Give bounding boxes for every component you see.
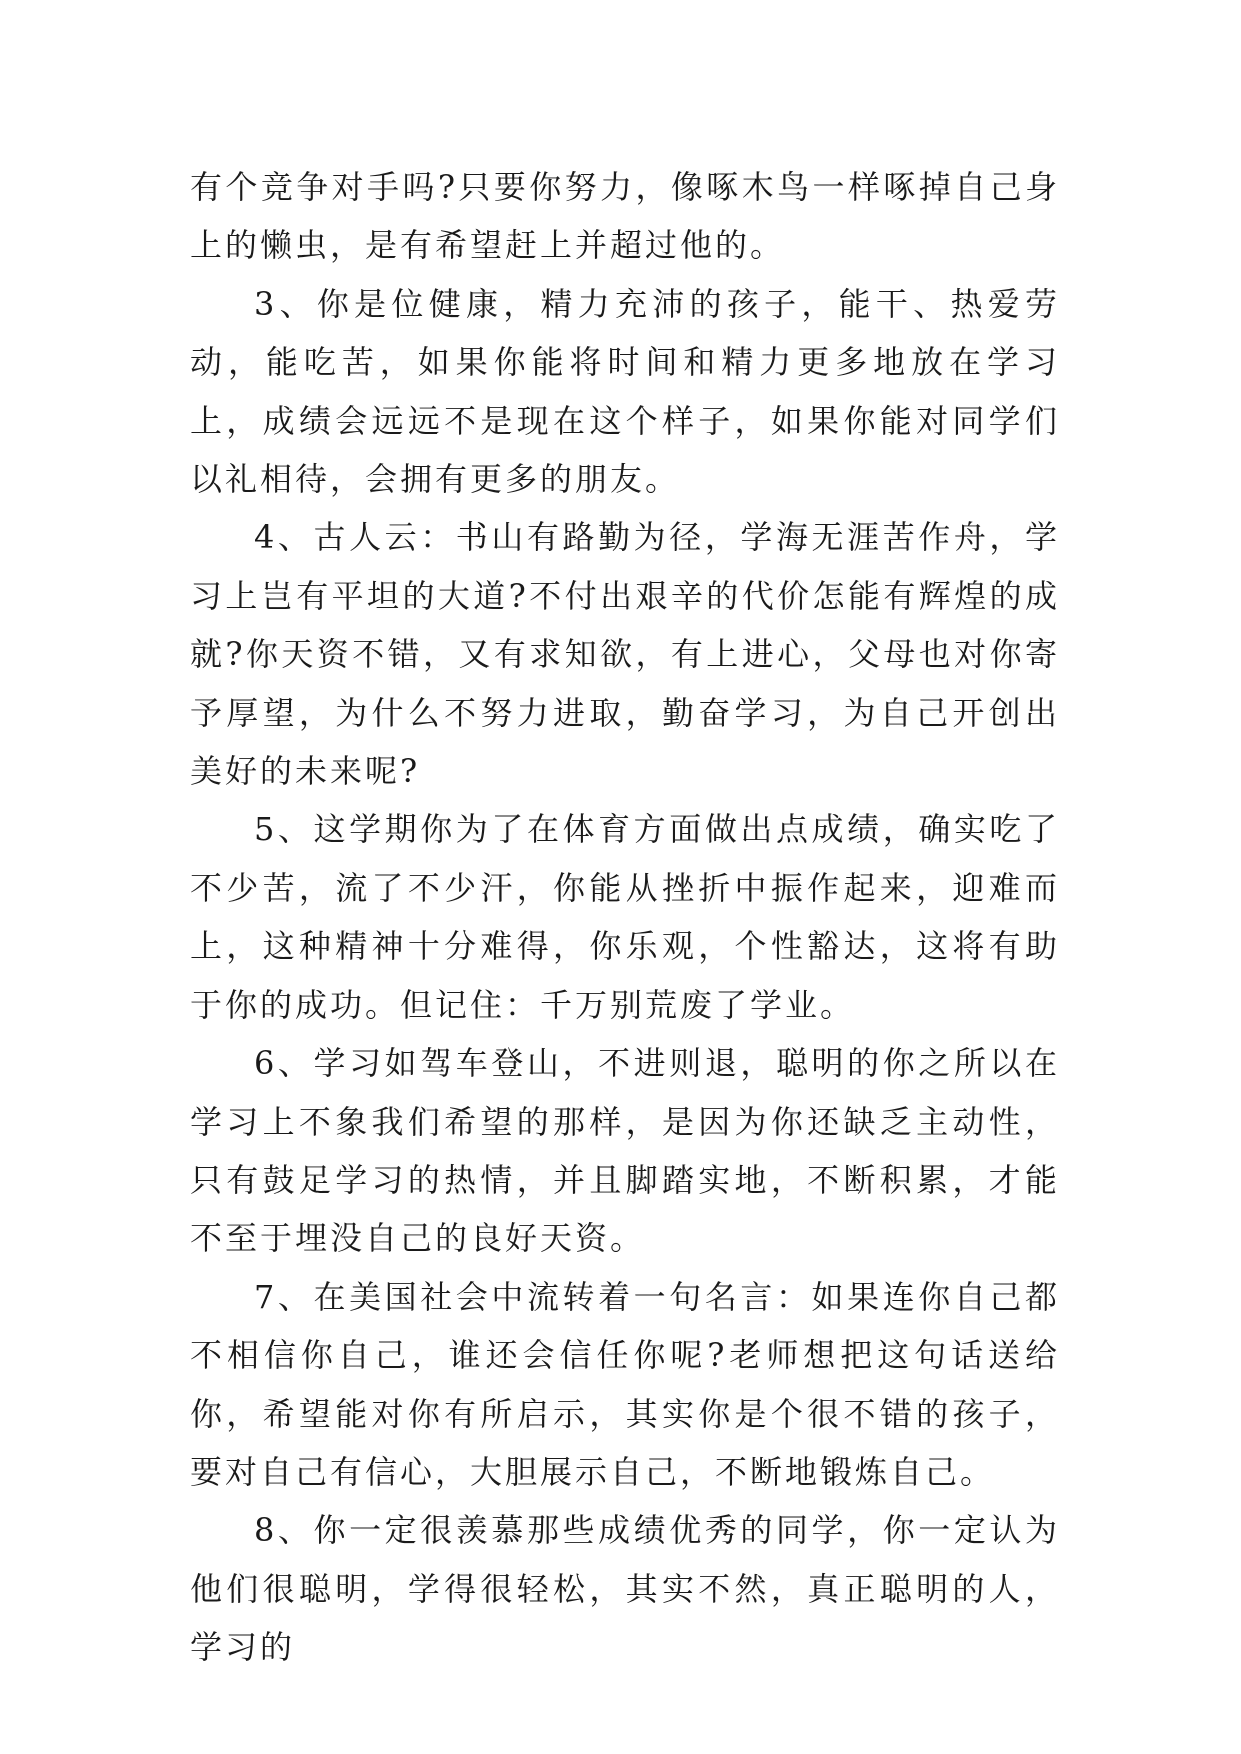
paragraph-5: 5、这学期你为了在体育方面做出点成绩，确实吃了不少苦，流了不少汗，你能从挫折中振作起来，迎难而上，这种精神十分难得，你乐观，个性豁达，这将有助于你的成功。但记住：千万别荒废了学业。 bbox=[190, 810, 1060, 1024]
paragraph-7: 7、在美国社会中流转着一句名言：如果连你自己都不相信你自己，谁还会信任你呢?老师想把这句话送给你，希望能对你有所启示，其实你是个很不错的孩子，要对自己有信心，大胆展示自己，不断地锻炼自己。 bbox=[190, 1277, 1060, 1491]
paragraph-continuation: 有个竞争对手吗?只要你努力，像啄木鸟一样啄掉自己身上的懒虫，是有希望赶上并超过他的。 bbox=[190, 168, 1060, 265]
paragraph-6: 6、学习如驾车登山，不进则退，聪明的你之所以在学习上不象我们希望的那样，是因为你还缺乏主动性，只有鼓足学习的热情，并且脚踏实地，不断积累，才能不至于埋没自己的良好天资。 bbox=[190, 1044, 1060, 1258]
document-body bbox=[190, 158, 1060, 1677]
paragraph-8: 8、你一定很羡慕那些成绩优秀的同学，你一定认为他们很聪明，学得很轻松，其实不然，真正聪明的人，学习的 bbox=[190, 1511, 1060, 1667]
paragraph-3: 3、你是位健康，精力充沛的孩子，能干、热爱劳动，能吃苦，如果你能将时间和精力更多地放在学习上，成绩会远远不是现在这个样子，如果你能对同学们以礼相待，会拥有更多的朋友。 bbox=[190, 284, 1060, 499]
paragraph-4: 4、古人云：书山有路勤为径，学海无涯苦作舟，学习上岂有平坦的大道?不付出艰辛的代价怎能有辉煌的成就?你天资不错，又有求知欲，有上进心，父母也对你寄予厚望，为什么不努力进取，勤奋学习，为自己开创出美好的未来呢? bbox=[190, 518, 1060, 791]
